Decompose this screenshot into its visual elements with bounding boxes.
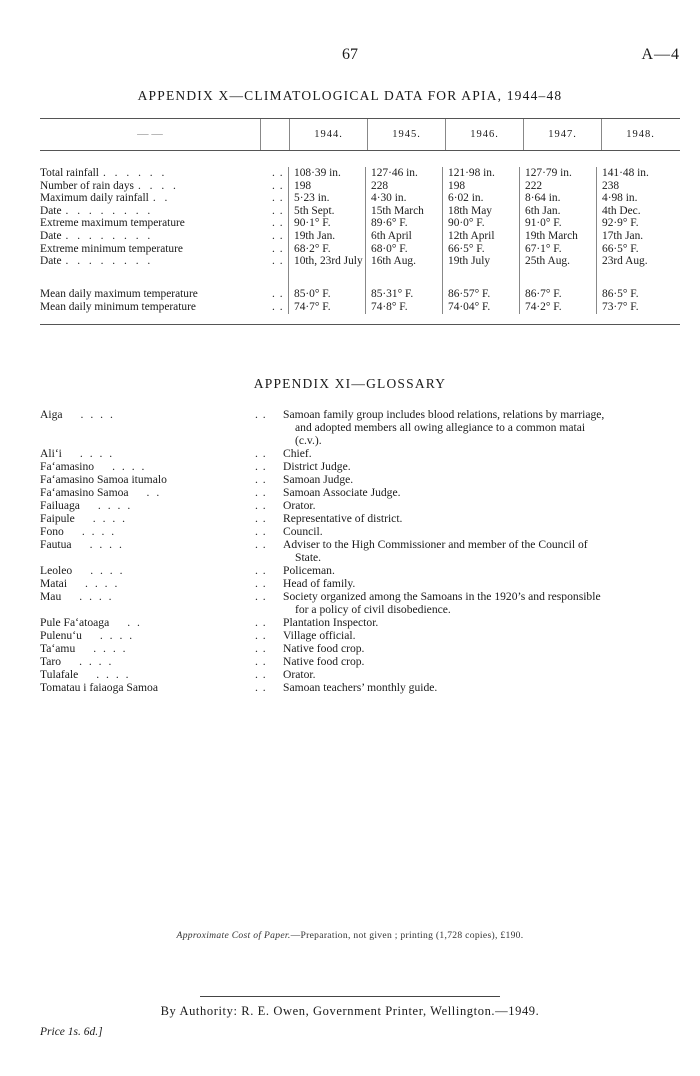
year-column-1948 xyxy=(597,167,674,314)
glossary-term xyxy=(40,408,255,421)
glossary-separator: . . xyxy=(255,681,267,694)
glossary-leader: . . . . xyxy=(90,564,125,577)
data-cell: 127·46 in. xyxy=(371,167,418,179)
row-label-text: Mean daily minimum temperature xyxy=(40,300,196,313)
glossary-entry xyxy=(40,642,684,655)
definition-line: Native food crop. xyxy=(283,655,365,668)
glossary-entry xyxy=(40,460,684,473)
glossary-term xyxy=(40,499,255,512)
glossary-title: APPENDIX XI—GLOSSARY xyxy=(253,376,447,391)
data-cell: 10th, 23rd July xyxy=(294,255,363,268)
table-header-row xyxy=(40,118,680,151)
table-body xyxy=(40,151,680,325)
definition-line: District Judge. xyxy=(283,460,351,473)
glossary-separator: . . xyxy=(255,629,267,642)
glossary-separator: . . xyxy=(255,668,267,681)
definition-line: Plantation Inspector. xyxy=(283,616,379,629)
data-cell: 74·2° F. xyxy=(525,300,562,313)
glossary-leader: . . . . xyxy=(97,499,133,512)
row-gap xyxy=(525,280,596,288)
glossary-term-text: Pulenu‘u xyxy=(40,629,82,642)
glossary-entry xyxy=(40,486,684,499)
cost-label: Approximate Cost of Paper. xyxy=(176,930,291,941)
year-column-1944 xyxy=(289,167,366,314)
row-label-end: . . xyxy=(272,167,284,179)
data-cell: 238 xyxy=(602,179,620,192)
glossary-definition xyxy=(283,629,684,642)
glossary-separator: . . xyxy=(255,655,267,668)
glossary-term-text: Taro xyxy=(40,655,62,668)
definition-line: Samoan Judge. xyxy=(283,473,354,486)
data-cell: 4·98 in. xyxy=(602,192,638,205)
glossary-separator: . . xyxy=(255,499,267,512)
definition-line: Native food crop. xyxy=(283,642,365,655)
glossary-definition xyxy=(283,512,684,525)
glossary-separator: . . xyxy=(255,642,267,655)
row-label-text: Number of rain days xyxy=(40,179,134,192)
glossary-leader: . . xyxy=(127,616,142,629)
header-spacer-cell xyxy=(261,119,290,150)
glossary-term-text: Fa‘amasino Samoa xyxy=(40,486,129,499)
glossary-leader: . . . . xyxy=(89,538,124,551)
data-cell: 19th March xyxy=(525,229,578,242)
row-label-end: . . xyxy=(272,192,284,205)
glossary-term xyxy=(40,590,255,603)
glossary-term xyxy=(40,538,255,551)
data-cell: 85·31° F. xyxy=(371,288,414,301)
data-cell: 6th April xyxy=(371,229,412,242)
year-header: 1947. xyxy=(524,119,602,150)
glossary-entry xyxy=(40,590,684,616)
definition-line: Samoan family group includes blood relations, relations by marriage, xyxy=(283,408,605,421)
glossary-term xyxy=(40,629,255,642)
glossary-leader: . . . . xyxy=(79,590,114,603)
glossary-entry xyxy=(40,577,684,590)
row-label-text: Date xyxy=(40,229,62,242)
glossary-term-text: Tomatau i faiaoga Samoa xyxy=(40,681,158,694)
glossary-term xyxy=(40,681,255,694)
glossary-separator: . . xyxy=(255,486,267,499)
data-cell: 74·7° F. xyxy=(294,300,331,313)
cost-footnote xyxy=(0,930,700,941)
label-column xyxy=(40,167,289,314)
year-header: 1945. xyxy=(368,119,446,150)
glossary-definition xyxy=(283,408,684,447)
row-label-text: Maximum daily rainfall xyxy=(40,192,149,205)
glossary-entry xyxy=(40,473,684,486)
climatology-table xyxy=(40,118,680,325)
glossary-term xyxy=(40,447,255,460)
row-label xyxy=(40,192,288,205)
header-label-cell: — — xyxy=(40,119,261,150)
glossary-entry xyxy=(40,564,684,577)
definition-line: (c.v.). xyxy=(295,434,322,447)
glossary-definition xyxy=(283,642,684,655)
definition-line: and adopted members all owing allegiance to a common matai xyxy=(295,421,586,434)
glossary-entry xyxy=(40,616,684,629)
row-label-leader: . . . . . . . . xyxy=(65,204,154,217)
glossary-term xyxy=(40,525,255,538)
glossary-separator: . . xyxy=(255,590,267,603)
glossary-term-text: Failuaga xyxy=(40,499,80,512)
data-cell: 74·04° F. xyxy=(448,300,491,313)
row-gap xyxy=(40,280,288,288)
glossary-leader: . . . . xyxy=(80,408,115,421)
glossary-definition xyxy=(283,564,684,577)
row-label-text: Mean daily maximum temperature xyxy=(40,288,198,301)
definition-line: Policeman. xyxy=(283,564,335,577)
row-label-leader xyxy=(185,217,272,230)
glossary-term-text: Leoleo xyxy=(40,564,73,577)
data-cell: 15th March xyxy=(371,204,424,217)
price-note: Price 1s. 6d.] xyxy=(40,1026,103,1038)
glossary-definition xyxy=(283,447,684,460)
glossary-separator: . . xyxy=(255,616,267,629)
glossary-separator: . . xyxy=(255,473,267,486)
data-cell: 19th Jan. xyxy=(294,229,336,242)
glossary-definition xyxy=(283,655,684,668)
row-gap xyxy=(371,280,442,288)
glossary-leader: . . . . xyxy=(79,447,115,460)
glossary-definition xyxy=(283,460,684,473)
data-cell: 222 xyxy=(525,179,543,192)
data-cell: 121·98 in. xyxy=(448,167,495,179)
definition-line: Adviser to the High Commissioner and member of the Council of xyxy=(283,538,588,551)
definition-line: Head of family. xyxy=(283,577,356,590)
row-label xyxy=(40,180,288,193)
data-cell: 127·79 in. xyxy=(525,167,572,179)
glossary-term-text: Matai xyxy=(40,577,68,590)
glossary-entry xyxy=(40,408,684,447)
glossary-term-text: Tulafale xyxy=(40,668,79,681)
glossary-leader: . . . . xyxy=(81,525,117,538)
row-label xyxy=(40,243,288,256)
data-cell: 6th Jan. xyxy=(525,204,561,217)
page-header xyxy=(0,46,700,68)
row-label-leader: . . . . . . xyxy=(102,167,168,179)
data-cell: 90·1° F. xyxy=(294,217,331,230)
glossary-term xyxy=(40,564,255,577)
data-cell: 23rd Aug. xyxy=(602,255,648,268)
glossary-leader: . . . . xyxy=(99,629,135,642)
glossary-leader: . . . . xyxy=(93,642,128,655)
glossary-term xyxy=(40,668,255,681)
data-cell: 6·02 in. xyxy=(448,192,484,205)
glossary-entry xyxy=(40,681,684,694)
glossary-term-text: Pule Fa‘atoaga xyxy=(40,616,110,629)
row-gap xyxy=(602,280,674,288)
glossary-term-text: Aiga xyxy=(40,408,63,421)
glossary-term xyxy=(40,486,255,499)
row-label-text: Date xyxy=(40,255,62,268)
glossary-separator: . . xyxy=(255,408,267,421)
glossary-term-text: Fa‘amasino Samoa itumalo xyxy=(40,473,167,486)
row-label xyxy=(40,205,288,218)
glossary-entry xyxy=(40,512,684,525)
glossary-term xyxy=(40,642,255,655)
data-cell: 67·1° F. xyxy=(525,242,562,255)
glossary-separator: . . xyxy=(255,460,267,473)
glossary-leader: . . xyxy=(146,486,162,499)
glossary-term-text: Fa‘amasino xyxy=(40,460,95,473)
row-label xyxy=(40,301,288,314)
data-cell: 91·0° F. xyxy=(525,217,562,230)
data-cell: 89·6° F. xyxy=(371,217,408,230)
glossary-term xyxy=(40,512,255,525)
data-cell: 19th July xyxy=(448,255,491,268)
data-cell: 68·2° F. xyxy=(294,242,331,255)
row-label-text: Extreme minimum temperature xyxy=(40,242,183,255)
row-label-end: . . xyxy=(272,300,284,313)
row-label-leader xyxy=(183,243,272,256)
data-cell: 8·64 in. xyxy=(525,192,561,205)
year-column-1945 xyxy=(366,167,443,314)
row-label-leader xyxy=(196,301,272,314)
glossary-entry xyxy=(40,525,684,538)
glossary-separator: . . xyxy=(255,512,267,525)
data-cell: 73·7° F. xyxy=(602,300,639,313)
row-label xyxy=(40,288,288,301)
glossary-term xyxy=(40,655,255,668)
glossary-separator: . . xyxy=(255,447,267,460)
glossary-separator: . . xyxy=(255,525,267,538)
row-label-leader: . . xyxy=(152,192,171,205)
row-label-end: . . xyxy=(272,255,284,268)
page-reference: A—4 xyxy=(641,46,680,63)
glossary-entry xyxy=(40,499,684,512)
data-cell: 198 xyxy=(294,179,312,192)
definition-line: Village official. xyxy=(283,629,356,642)
data-cell: 5th Sept. xyxy=(294,204,335,217)
definition-line: Chief. xyxy=(283,447,312,460)
glossary-leader: . . . . xyxy=(92,512,128,525)
definition-line: Society organized among the Samoans in the 1920’s and responsible xyxy=(283,590,601,603)
glossary-leader: . . . . xyxy=(112,460,147,473)
glossary-term-text: Mau xyxy=(40,590,62,603)
row-label xyxy=(40,255,288,280)
glossary-leader: . . . . xyxy=(79,655,114,668)
glossary-separator: . . xyxy=(255,564,267,577)
data-cell: 16th Aug. xyxy=(371,255,416,268)
data-cell: 25th Aug. xyxy=(525,255,570,268)
glossary-leader: . . . . xyxy=(96,668,131,681)
glossary-definition xyxy=(283,616,684,629)
glossary-entry xyxy=(40,655,684,668)
glossary-term-text: Ta‘amu xyxy=(40,642,76,655)
row-label-end: . . xyxy=(272,288,284,301)
data-cell: 85·0° F. xyxy=(294,288,331,301)
data-cell: 68·0° F. xyxy=(371,242,408,255)
row-label-leader xyxy=(198,288,272,301)
row-gap xyxy=(294,280,365,288)
data-cell: 66·5° F. xyxy=(602,242,639,255)
row-label-end: . . xyxy=(272,242,284,255)
row-label xyxy=(40,230,288,243)
row-label-end: . . xyxy=(272,217,284,230)
row-label-end: . . xyxy=(272,179,284,192)
row-label-end: . . xyxy=(272,229,284,242)
data-cell: 18th May xyxy=(448,204,492,217)
climatology-title: APPENDIX X—CLIMATOLOGICAL DATA FOR APIA, 1944–48 xyxy=(137,88,563,103)
glossary-term-text: Ali‘i xyxy=(40,447,62,460)
year-column-1946 xyxy=(443,167,520,314)
data-cell: 86·57° F. xyxy=(448,288,491,301)
data-cell: 90·0° F. xyxy=(448,217,485,230)
year-header: 1948. xyxy=(626,129,655,140)
glossary-entry xyxy=(40,447,684,460)
definition-line: Orator. xyxy=(283,499,316,512)
glossary-term xyxy=(40,473,255,486)
year-header: 1946. xyxy=(446,119,524,150)
data-cell: 141·48 in. xyxy=(602,167,649,179)
data-cell: 5·23 in. xyxy=(294,192,330,205)
data-cell: 66·5° F. xyxy=(448,242,485,255)
glossary-term xyxy=(40,616,255,629)
glossary-term-text: Faipule xyxy=(40,512,75,525)
glossary-definition xyxy=(283,681,684,694)
glossary-definition xyxy=(283,538,684,564)
glossary-definition xyxy=(283,525,684,538)
glossary-definition xyxy=(283,577,684,590)
definition-line: Orator. xyxy=(283,668,316,681)
data-cell: 86·7° F. xyxy=(525,288,562,301)
glossary-separator: . . xyxy=(255,577,267,590)
glossary-definition xyxy=(283,590,684,616)
cost-text: —Preparation, not given ; printing (1,728 copies), £190. xyxy=(290,930,524,941)
glossary-definition xyxy=(283,473,684,486)
row-label xyxy=(40,167,288,180)
glossary-leader: . . . . xyxy=(85,577,120,590)
data-cell: 4·30 in. xyxy=(371,192,407,205)
row-label xyxy=(40,217,288,230)
data-cell: 12th April xyxy=(448,229,495,242)
glossary-definition xyxy=(283,668,684,681)
divider xyxy=(200,996,500,997)
printer-imprint: By Authority: R. E. Owen, Government Printer, Wellington.—1949. xyxy=(160,1004,540,1018)
year-header: 1944. xyxy=(290,119,368,150)
data-cell: 228 xyxy=(371,179,389,192)
glossary-separator: . . xyxy=(255,538,267,551)
row-label-leader: . . . . xyxy=(137,179,179,192)
glossary-entry xyxy=(40,629,684,642)
glossary-entry xyxy=(40,538,684,564)
glossary-definition xyxy=(283,499,684,512)
year-column-1947 xyxy=(520,167,597,314)
glossary-list xyxy=(40,408,684,694)
definition-line: Council. xyxy=(283,525,323,538)
glossary-entry xyxy=(40,668,684,681)
definition-line: State. xyxy=(295,551,322,564)
row-label-text: Total rainfall xyxy=(40,167,99,179)
glossary-term xyxy=(40,460,255,473)
data-cell: 74·8° F. xyxy=(371,300,408,313)
glossary-term-text: Fono xyxy=(40,525,64,538)
row-label-leader: . . . . . . . . xyxy=(65,229,154,242)
data-cell: 92·9° F. xyxy=(602,217,639,230)
row-label-text: Extreme maximum temperature xyxy=(40,217,185,230)
data-cell: 198 xyxy=(448,179,466,192)
row-label-end: . . xyxy=(272,204,284,217)
data-cell: 86·5° F. xyxy=(602,288,639,301)
definition-line: Samoan teachers’ monthly guide. xyxy=(283,681,438,694)
row-gap xyxy=(448,280,519,288)
glossary-term-text: Fautua xyxy=(40,538,72,551)
page-number: 67 xyxy=(342,46,358,63)
row-label-leader: . . . . . . . . xyxy=(65,255,154,268)
definition-line: for a policy of civil disobedience. xyxy=(295,603,451,616)
glossary-term xyxy=(40,577,255,590)
data-cell: 17th Jan. xyxy=(602,229,644,242)
definition-line: Representative of district. xyxy=(283,512,403,525)
data-cell: 108·39 in. xyxy=(294,167,341,179)
definition-line: Samoan Associate Judge. xyxy=(283,486,401,499)
glossary-definition xyxy=(283,486,684,499)
data-cell: 4th Dec. xyxy=(602,204,641,217)
row-label-text: Date xyxy=(40,204,62,217)
